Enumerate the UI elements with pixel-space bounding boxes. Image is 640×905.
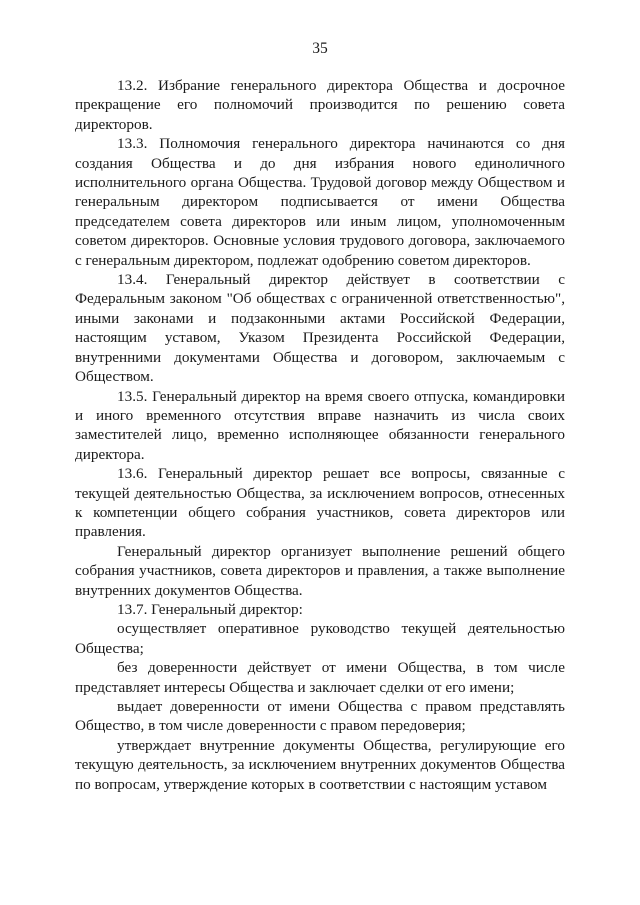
page-number: 35 bbox=[312, 40, 328, 57]
list-item-acts-without-power-of-attorney: без доверенности действует от имени Общества, в том числе представляет интересы Общества и заключает сделки от его имени; bbox=[75, 659, 565, 696]
paragraph-13-2: 13.2. Избрание генерального директора Общества и досрочное прекращение его полномочий производится по решению совета директоров. bbox=[75, 77, 565, 133]
paragraph-13-7-heading: 13.7. Генеральный директор: bbox=[117, 600, 303, 618]
paragraph-13-4: 13.4. Генеральный директор действует в соответствии с Федеральным законом "Об обществах с ограниченной ответственностью", иными законами и подзаконными актами Российской Федерации, настоящим уставом, Указом Президента Российской Федерации, внутренними документами Общества и договором, заключаемым с Обществом. bbox=[75, 271, 565, 386]
paragraph-13-6: 13.6. Генеральный директор решает все вопросы, связанные с текущей деятельностью Общества, за исключением вопросов, отнесенных к компетенции общего собрания участников, совета директоров или правления. bbox=[75, 465, 565, 541]
list-item-operational-management: осуществляет оперативное руководство текущей деятельностью Общества; bbox=[75, 620, 565, 657]
paragraph-director-organizes: Генеральный директор организует выполнение решений общего собрания участников, совета директоров и правления, а также выполнение внутренних документов Общества. bbox=[75, 542, 565, 599]
list-item-issues-powers-of-attorney: выдает доверенности от имени Общества с правом представлять Общество, в том числе доверенности с правом передоверия; bbox=[75, 698, 565, 735]
document-body bbox=[75, 76, 565, 794]
paragraph-13-3: 13.3. Полномочия генерального директора начинаются со дня создания Общества и до дня избрания нового единоличного исполнительного органа Общества. Трудовой договор между Обществом и генеральным директором подписывается от имени Общества председателем совета директоров или иным лицом, уполномоченным советом директоров. Основные условия трудового договора, заключаемого с генеральным директором, подлежат одобрению советом директоров. bbox=[75, 135, 565, 269]
paragraph-13-5: 13.5. Генеральный директор на время своего отпуска, командировки и иного временного отсутствия вправе назначить из числа своих заместителей лицо, временно исполняющее обязанности генерального директора. bbox=[75, 387, 565, 463]
list-item-approves-internal-documents: утверждает внутренние документы Общества, регулирующие его текущую деятельность, за исключением внутренних документов Общества по вопросам, утверждение которых в соответствии с настоящим уставом bbox=[75, 736, 565, 793]
